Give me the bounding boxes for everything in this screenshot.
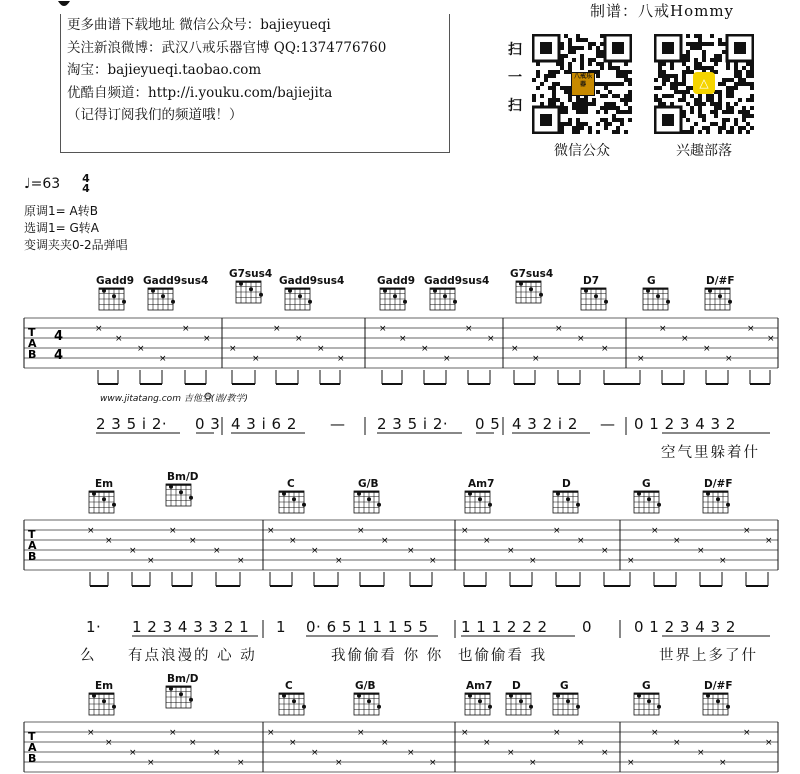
finger-dot — [443, 294, 447, 298]
quarter-note-icon: ♩ — [24, 176, 31, 192]
chord-diagram — [354, 491, 381, 513]
finger-dot — [488, 705, 492, 709]
finger-dot — [718, 294, 722, 298]
tab-note: × — [461, 526, 469, 536]
chord-name: G7sus4 — [229, 268, 273, 280]
finger-dot — [377, 503, 381, 507]
tab-note: × — [379, 324, 387, 334]
finger-dot — [556, 492, 560, 496]
jianpu-group: 1· — [86, 618, 102, 636]
finger-dot — [403, 300, 407, 304]
tab-note: × — [407, 546, 415, 556]
qr-caption-tribe: 兴趣部落 — [676, 143, 732, 159]
tab-note: × — [317, 344, 325, 354]
chord-name: D/#F — [704, 680, 733, 692]
finger-dot — [302, 503, 306, 507]
finger-dot — [529, 705, 533, 709]
chord-name: Gadd9 — [96, 275, 135, 287]
chord-name: Em — [95, 478, 114, 490]
tab-note: × — [507, 546, 515, 556]
tab-note: × — [169, 526, 177, 536]
chord-diagram — [643, 288, 670, 310]
tab-note: × — [381, 738, 389, 748]
tab-note: × — [289, 738, 297, 748]
tab-note: × — [237, 758, 245, 768]
finger-dot — [478, 699, 482, 703]
finger-dot — [488, 503, 492, 507]
tab-note: × — [311, 748, 319, 758]
lyric-line: 空气里躲着什 — [661, 445, 760, 461]
tab-note: × — [129, 546, 137, 556]
jianpu-group: 0 3 — [195, 415, 221, 433]
tab-clef: B — [28, 348, 37, 361]
tab-note: × — [421, 344, 429, 354]
finger-dot — [282, 694, 286, 698]
tab-note: × — [189, 536, 197, 546]
finger-dot — [239, 282, 243, 286]
tab-clef: T — [28, 528, 36, 541]
chord-diagram — [634, 693, 661, 715]
chord-diagram — [516, 281, 543, 303]
chord-name: Am7 — [468, 478, 495, 490]
chord-name: D — [562, 478, 571, 490]
finger-dot — [112, 294, 116, 298]
chord-diagram — [166, 686, 193, 708]
tab-note: × — [461, 728, 469, 738]
tab-note: × — [719, 758, 727, 768]
info-line: 优酷自频道：http://i.youku.com/bajiejita — [67, 84, 333, 101]
jianpu-group: — — [600, 415, 616, 433]
tab-note: × — [129, 748, 137, 758]
tab-note: × — [659, 324, 667, 334]
chord-name: Bm/D — [167, 673, 199, 685]
scan-char: 扫 — [508, 42, 522, 58]
finger-dot — [189, 496, 193, 500]
lyric-line: 么 — [80, 648, 97, 664]
tab-note: × — [115, 334, 123, 344]
qr-badge-logo: 八戒乐器 — [571, 72, 595, 96]
tab-note: × — [203, 334, 211, 344]
finger-dot — [519, 282, 523, 286]
selected-key: 选调1= G转A — [24, 221, 100, 235]
tab-note: × — [213, 748, 221, 758]
finger-dot — [288, 289, 292, 293]
chord-diagram — [506, 693, 533, 715]
tab-note: × — [601, 344, 609, 354]
finger-dot — [576, 705, 580, 709]
finger-dot — [556, 694, 560, 698]
tab-note: × — [357, 728, 365, 738]
lyric-line: 也偷偷看 我 — [458, 648, 548, 664]
tab-note: × — [399, 334, 407, 344]
jianpu-group: 0· 6 5 1 1 1 5 5 — [306, 618, 429, 636]
tab-note: × — [147, 556, 155, 566]
finger-dot — [433, 289, 437, 293]
chord-diagram — [634, 491, 661, 513]
finger-dot — [92, 492, 96, 496]
tab-staff — [24, 520, 778, 586]
finger-dot — [102, 289, 106, 293]
chord-diagram — [279, 491, 306, 513]
tab-note: × — [507, 748, 515, 758]
chord-name: G — [642, 478, 651, 490]
jianpu-group: 1 — [276, 618, 287, 636]
finger-dot — [189, 698, 193, 702]
tab-note: × — [747, 324, 755, 334]
info-line: （记得订阅我们的频道哦！） — [67, 107, 243, 123]
tab-note: × — [137, 344, 145, 354]
finger-dot — [726, 705, 730, 709]
tab-note: × — [555, 324, 563, 334]
tab-note: × — [577, 738, 585, 748]
tab-note: × — [765, 536, 773, 546]
tab-note: × — [725, 354, 733, 364]
jianpu-group: 0 5 — [475, 415, 501, 433]
tab-clef: A — [28, 337, 37, 350]
finger-dot — [566, 497, 570, 501]
tab-note: × — [529, 556, 537, 566]
chord-name: C — [285, 680, 293, 692]
jianpu-group: 0 1 2 3 4 3 2 — [634, 618, 736, 636]
chord-diagram — [553, 693, 580, 715]
tab-note: × — [529, 758, 537, 768]
finger-dot — [637, 694, 641, 698]
chord-name: Gadd9 — [377, 275, 416, 287]
info-line: 关注新浪微博：武汉八戒乐器官博 QQ:1374776760 — [67, 39, 387, 56]
tab-clef: A — [28, 539, 37, 552]
tab-clef: T — [28, 326, 36, 339]
finger-dot — [594, 294, 598, 298]
tab-note: × — [147, 758, 155, 768]
finger-dot — [151, 289, 155, 293]
qr-caption-wechat: 微信公众 — [554, 143, 610, 159]
finger-dot — [367, 699, 371, 703]
tab-note: × — [335, 556, 343, 566]
finger-dot — [509, 694, 513, 698]
finger-dot — [377, 705, 381, 709]
finger-dot — [453, 300, 457, 304]
chord-diagram — [89, 693, 116, 715]
tab-note: × — [237, 556, 245, 566]
finger-dot — [393, 294, 397, 298]
finger-dot — [519, 699, 523, 703]
tab-staff — [24, 722, 778, 774]
tab-note: × — [335, 758, 343, 768]
finger-dot — [604, 300, 608, 304]
finger-dot — [249, 287, 253, 291]
tab-note: × — [673, 738, 681, 748]
tab-note: × — [697, 748, 705, 758]
finger-dot — [161, 294, 165, 298]
finger-dot — [646, 289, 650, 293]
tab-note: × — [483, 536, 491, 546]
chord-diagram — [148, 288, 175, 310]
chord-diagram — [703, 693, 730, 715]
finger-dot — [728, 300, 732, 304]
finger-dot — [308, 300, 312, 304]
chord-diagram — [279, 693, 306, 715]
finger-dot — [102, 699, 106, 703]
finger-dot — [656, 294, 660, 298]
finger-dot — [637, 492, 641, 496]
tab-note: × — [273, 324, 281, 334]
tab-note: × — [429, 556, 437, 566]
tab-time-sig: 4 — [54, 348, 64, 363]
chord-name: Gadd9sus4 — [143, 275, 209, 287]
chord-diagram — [380, 288, 407, 310]
tab-note: × — [673, 536, 681, 546]
finger-dot — [726, 503, 730, 507]
lyric-line: 有点浪漫的 心 动 — [128, 648, 257, 664]
finger-dot — [706, 492, 710, 496]
chord-name: D7 — [583, 275, 600, 287]
jianpu-group: 4 3 2 i 2 — [512, 415, 578, 433]
finger-dot — [122, 300, 126, 304]
tab-note: × — [651, 728, 659, 738]
tab-note: × — [159, 354, 167, 364]
chord-diagram — [285, 288, 312, 310]
chord-diagram — [166, 484, 193, 506]
tab-note: × — [337, 354, 345, 364]
chord-name: Bm/D — [167, 471, 199, 483]
finger-dot — [179, 490, 183, 494]
chord-diagram — [705, 288, 732, 310]
finger-dot — [383, 289, 387, 293]
chord-name: D/#F — [704, 478, 733, 490]
tab-note: × — [553, 728, 561, 738]
finger-dot — [292, 497, 296, 501]
chord-name: Am7 — [466, 680, 493, 692]
finger-dot — [539, 293, 543, 297]
finger-dot — [112, 705, 116, 709]
jianpu-group: 4 3 i 6 2 — [231, 415, 297, 433]
finger-dot — [169, 687, 173, 691]
finger-dot — [357, 492, 361, 496]
lyric-line: 我偷偷看 你 你 — [331, 648, 444, 664]
finger-dot — [302, 705, 306, 709]
finger-dot — [282, 492, 286, 496]
finger-dot — [259, 293, 263, 297]
tab-note: × — [577, 536, 585, 546]
tab-note: × — [553, 526, 561, 536]
chord-diagram — [99, 288, 126, 310]
tab-clef: A — [28, 741, 37, 754]
tab-note: × — [601, 546, 609, 556]
finger-dot — [529, 287, 533, 291]
finger-dot — [292, 699, 296, 703]
tab-note: × — [381, 536, 389, 546]
finger-dot — [468, 492, 472, 496]
tab-staff — [24, 318, 778, 384]
finger-dot — [92, 694, 96, 698]
info-line: 更多曲谱下载地址 微信公众号：bajieyueqi — [67, 17, 331, 33]
tab-note: × — [743, 526, 751, 536]
tab-note: × — [357, 526, 365, 536]
chord-name: G — [560, 680, 569, 692]
jianpu-group: 0 — [582, 618, 593, 636]
tab-clef: B — [28, 550, 37, 563]
chord-diagram — [354, 693, 381, 715]
finger-dot — [478, 497, 482, 501]
tab-note: × — [229, 344, 237, 354]
finger-dot — [657, 503, 661, 507]
finger-dot — [706, 694, 710, 698]
chord-name: C — [287, 478, 295, 490]
chord-name: Em — [95, 680, 114, 692]
chord-name: D/#F — [706, 275, 735, 287]
chord-diagram — [236, 281, 263, 303]
original-key: 原调1= A转B — [24, 204, 98, 218]
jianpu-group: 2 3 5 i 2· — [96, 415, 168, 433]
tab-note: × — [487, 334, 495, 344]
tab-note: × — [627, 556, 635, 566]
capo-instruction: 变调夹夹0-2品弹唱 — [24, 238, 128, 252]
chord-diagram — [703, 491, 730, 513]
tab-note: × — [267, 728, 275, 738]
tab-note: × — [651, 526, 659, 536]
chord-name: G/B — [355, 680, 376, 692]
tab-clef: T — [28, 730, 36, 743]
chord-diagram — [465, 693, 492, 715]
finger-dot — [171, 300, 175, 304]
tab-note: × — [627, 758, 635, 768]
tab-note: × — [252, 354, 260, 364]
tab-note: × — [429, 758, 437, 768]
finger-dot — [566, 699, 570, 703]
jianpu-group: — — [330, 415, 346, 433]
finger-dot — [179, 692, 183, 696]
tab-note: × — [189, 738, 197, 748]
tab-note: × — [267, 526, 275, 536]
finger-dot — [576, 503, 580, 507]
tab-note: × — [213, 546, 221, 556]
tab-note: × — [443, 354, 451, 364]
tab-note: × — [169, 728, 177, 738]
finger-dot — [112, 503, 116, 507]
jianpu-group: 1 1 1 2 2 2 — [461, 618, 548, 636]
time-sig-bottom: 4 — [82, 182, 90, 195]
tab-note: × — [767, 334, 775, 344]
tab-note: × — [703, 344, 711, 354]
scan-char: 扫 — [508, 98, 522, 114]
finger-dot — [647, 699, 651, 703]
chord-diagram — [89, 491, 116, 513]
finger-dot — [169, 485, 173, 489]
tab-note: × — [637, 354, 645, 364]
tab-clef: B — [28, 752, 37, 765]
chord-name: G7sus4 — [510, 268, 554, 280]
tab-note: × — [719, 556, 727, 566]
chord-diagram — [430, 288, 457, 310]
finger-dot — [657, 705, 661, 709]
time-sig-top: 4 — [82, 172, 90, 185]
tab-note: × — [465, 324, 473, 334]
finger-dot — [584, 289, 588, 293]
chord-name: G — [642, 680, 651, 692]
qr-badge-tribe: △ — [693, 72, 715, 94]
jianpu-group: 1 2 3 4 3 3 2 1 — [132, 618, 250, 636]
source-credit: www.jitatang.com 吉他堂(谱/教学) — [100, 394, 248, 404]
tab-note: × — [295, 334, 303, 344]
finger-dot — [666, 300, 670, 304]
tab-note: × — [87, 526, 95, 536]
tab-note: × — [105, 738, 113, 748]
tab-note: × — [765, 738, 773, 748]
finger-dot — [716, 497, 720, 501]
chord-diagram — [553, 491, 580, 513]
jianpu-group: 2 3 5 i 2· — [377, 415, 449, 433]
chord-name: G/B — [358, 478, 379, 490]
finger-dot — [708, 289, 712, 293]
tab-note: × — [532, 354, 540, 364]
finger-dot — [102, 497, 106, 501]
tab-note: × — [87, 728, 95, 738]
tab-note: × — [681, 334, 689, 344]
tab-note: × — [289, 536, 297, 546]
tab-time-sig: 4 — [54, 329, 64, 344]
chord-name: Gadd9sus4 — [279, 275, 345, 287]
finger-dot — [468, 694, 472, 698]
tab-note: × — [601, 748, 609, 758]
tab-note: × — [483, 738, 491, 748]
tab-note: × — [743, 728, 751, 738]
arranger-credit: 制谱：八戒Hommy — [590, 2, 735, 20]
chord-name: Gadd9sus4 — [424, 275, 490, 287]
chord-diagram — [581, 288, 608, 310]
finger-dot — [367, 497, 371, 501]
tab-note: × — [407, 748, 415, 758]
finger-dot — [716, 699, 720, 703]
chord-name: D — [512, 680, 521, 692]
chord-diagram — [465, 491, 492, 513]
finger-dot — [647, 497, 651, 501]
tab-note: × — [511, 344, 519, 354]
finger-dot — [357, 694, 361, 698]
tempo-value: =63 — [30, 176, 61, 192]
tab-note: × — [577, 334, 585, 344]
tab-note: × — [697, 546, 705, 556]
scan-char: 一 — [508, 70, 522, 86]
info-line: 淘宝：bajieyueqi.taobao.com — [67, 62, 262, 78]
finger-dot — [298, 294, 302, 298]
lyric-line: 世界上多了什 — [659, 648, 758, 664]
tab-note: × — [105, 536, 113, 546]
chord-name: G — [647, 275, 656, 287]
tab-note: × — [182, 324, 190, 334]
jianpu-group: 0 1 2 3 4 3 2 — [634, 415, 736, 433]
tab-note: × — [311, 546, 319, 556]
tab-note: × — [95, 324, 103, 334]
